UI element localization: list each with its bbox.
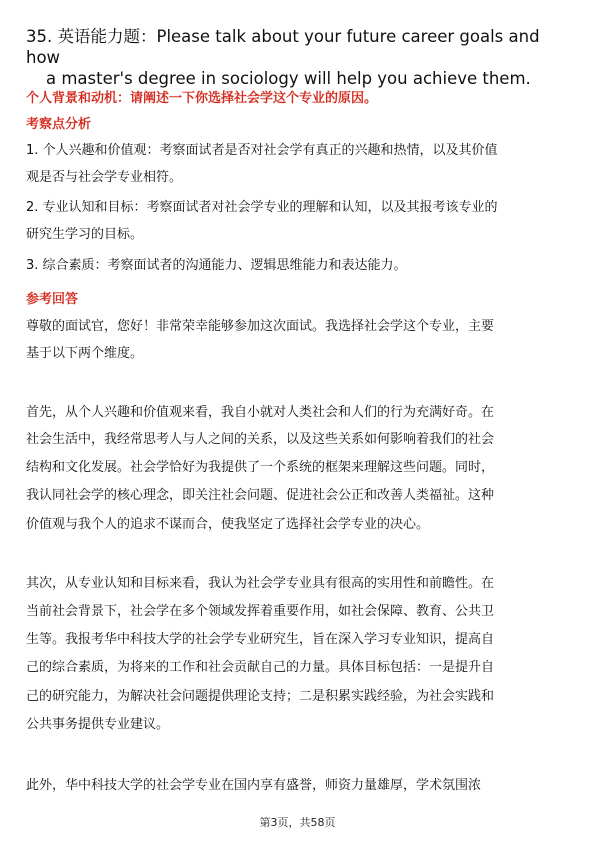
answer-para3-line: 己的研究能力，为解决社会问题提供理论支持；二是积累实践经验，为社会实践和	[26, 689, 495, 704]
answer-para2-line: 社会生活中，我经常思考人与人之间的关系，以及这些关系如何影响着我们的社会	[26, 432, 495, 447]
question-title	[26, 26, 571, 89]
answer-para2-line: 价值观与我个人的追求不谋而合，使我坚定了选择社会学专业的决心。	[26, 517, 430, 532]
motivation-heading: 个人背景和动机：请阐述一下你选择社会学这个专业的原因。	[26, 91, 378, 106]
answer-para2-line: 首先，从个人兴趣和价值观来看，我自小就对人类社会和人们的行为充满好奇。在	[26, 405, 495, 420]
answer-para1-line: 尊敬的面试官，您好！非常荣幸能够参加这次面试。我选择社会学这个专业，主要	[26, 319, 495, 334]
analysis-line: 3. 综合素质：考察面试者的沟通能力、逻辑思维能力和表达能力。	[26, 258, 407, 273]
analysis-line: 观是否与社会学专业相符。	[26, 170, 183, 185]
question-label: 英语能力题：	[57, 27, 157, 46]
question-text-line2: a master's degree in sociology will help you achieve them.	[46, 69, 531, 88]
analysis-heading: 考察点分析	[26, 117, 92, 132]
answer-para3-line: 生等。我报考华中科技大学的社会学专业研究生，旨在深入学习专业知识，提高自	[26, 632, 495, 647]
answer-heading: 参考回答	[26, 292, 79, 307]
answer-para3-line: 公共事务提供专业建议。	[26, 717, 170, 732]
answer-para3-line: 己的综合素质，为将来的工作和社会贡献自己的力量。具体目标包括：一是提升自	[26, 660, 495, 675]
answer-para4-line: 此外，华中科技大学的社会学专业在国内享有盛誉，师资力量雄厚，学术氛围浓	[26, 778, 482, 793]
answer-para3-line: 其次，从专业认知和目标来看，我认为社会学专业具有很高的实用性和前瞻性。在	[26, 576, 495, 591]
page-footer: 第3页，共58页	[259, 816, 336, 829]
question-text-line1: Please talk about your future career goals and how	[26, 27, 540, 67]
analysis-line: 1. 个人兴趣和价值观：考察面试者是否对社会学有真正的兴趣和热情，以及其价值	[26, 143, 498, 158]
analysis-line: 2. 专业认知和目标：考察面试者对社会学专业的理解和认知，以及其报考该专业的	[26, 200, 498, 215]
analysis-line: 研究生学习的目标。	[26, 227, 144, 242]
answer-para2-line: 我认同社会学的核心理念，即关注社会问题、促进社会公正和改善人类福祉。这种	[26, 488, 495, 503]
answer-para3-line: 当前社会背景下，社会学在多个领域发挥着重要作用，如社会保障、教育、公共卫	[26, 604, 495, 619]
question-number: 35.	[26, 27, 53, 46]
answer-para2-line: 结构和文化发展。社会学恰好为我提供了一个系统的框架来理解这些问题。同时，	[26, 460, 495, 475]
answer-para1-line: 基于以下两个维度。	[26, 346, 144, 361]
